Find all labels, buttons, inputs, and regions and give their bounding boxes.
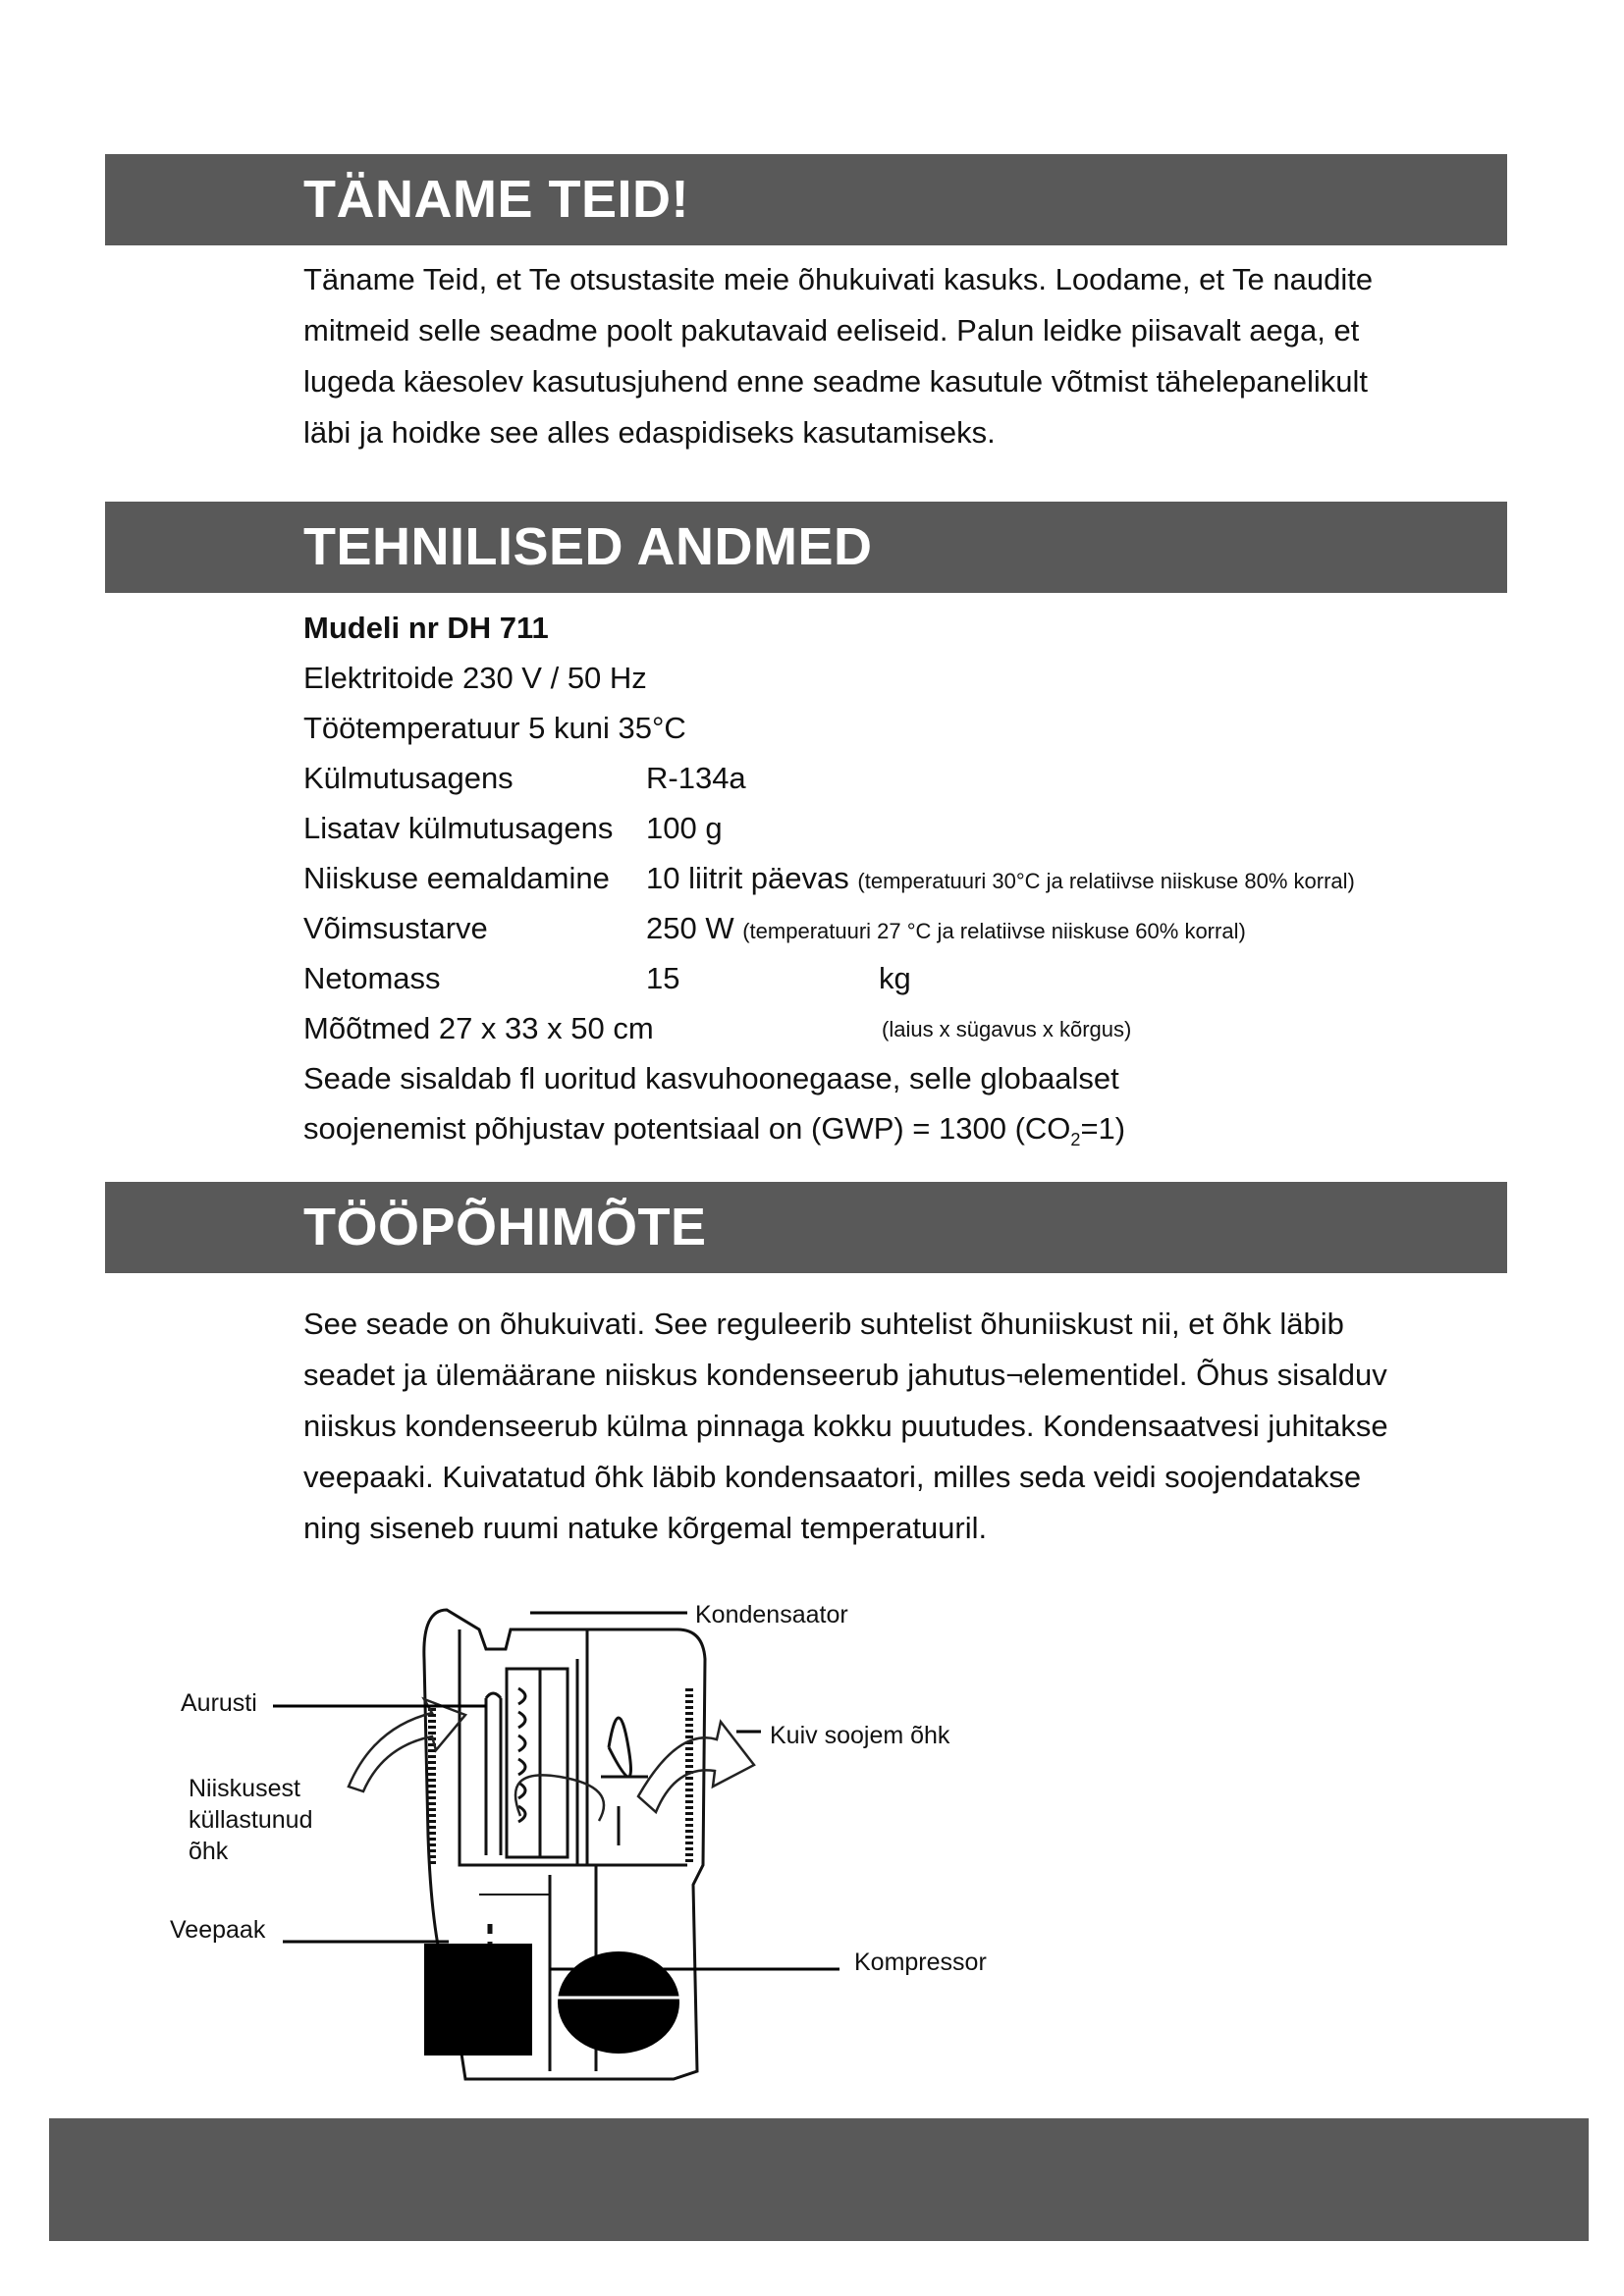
label-compressor: Kompressor: [854, 1949, 987, 1976]
principle-line: ning siseneb ruumi natuke kõrgemal temperatuuril.: [303, 1511, 988, 1545]
gas-text-b: =1): [1080, 1111, 1126, 1146]
fan: [601, 1718, 648, 1845]
label-dry-warm-air: Kuiv soojem õhk: [770, 1722, 950, 1749]
spec-value: R-134a: [646, 761, 746, 795]
section-title-principle: TÖÖPÕHIMÕTE: [303, 1198, 707, 1256]
spec-value-text: 10 liitrit päevas: [646, 861, 849, 895]
spec-note: (temperatuuri 30°C ja relatiivse niiskuse 80% korral): [857, 869, 1355, 893]
principle-line: See seade on õhukuivati. See reguleerib suhtelist õhuniiskust nii, et õhk läbib: [303, 1307, 1344, 1341]
compressor-body: [558, 1951, 679, 2054]
label-evaporator: Aurusti: [181, 1689, 257, 1717]
gas-subscript: 2: [1070, 1130, 1081, 1150]
spec-value-text: 250 W: [646, 911, 734, 945]
spec-label: Külmutusagens: [303, 761, 514, 795]
outlet-arrow: [638, 1722, 754, 1812]
label-humid-air: [189, 1773, 312, 1867]
spec-unit: kg: [879, 961, 911, 995]
principle-line: niiskus kondenseerub külma pinnaga kokku puutudes. Kondensaatvesi juhitakse: [303, 1409, 1388, 1443]
label-humid-air-line: küllastunud: [189, 1806, 313, 1834]
inflow-swirl: [515, 1775, 604, 1821]
spec-operating-temp: Töötemperatuur 5 kuni 35°C: [303, 711, 686, 745]
spec-value: 15: [646, 961, 680, 995]
spec-label: Lisatav külmutusagens: [303, 811, 614, 845]
label-humid-air-line: Niiskusest: [189, 1775, 300, 1802]
spec-power-supply: Elektritoide 230 V / 50 Hz: [303, 661, 647, 695]
label-humid-air-line: õhk: [189, 1838, 229, 1865]
label-condenser: Kondensaator: [695, 1601, 848, 1629]
intake-arrow: [349, 1699, 465, 1791]
thanks-line: läbi ja hoidke see alles edaspidiseks kasutamiseks.: [303, 415, 996, 450]
gas-text-a: soojenemist põhjustav potentsiaal on (GWP) = 1300 (CO: [303, 1111, 1071, 1146]
spec-value: 100 g: [646, 811, 723, 845]
footer-band: [49, 2118, 1589, 2241]
spec-label: Niiskuse eemaldamine: [303, 861, 610, 895]
evaporator-tube: [486, 1693, 501, 1855]
spec-model: Mudeli nr DH 711: [303, 611, 549, 645]
water-tank-fill: [424, 1944, 532, 2056]
spec-label: Netomass: [303, 961, 441, 995]
spec-note: (temperatuuri 27 °C ja relatiivse niiskuse 60% korral): [742, 919, 1246, 943]
thanks-line: Täname Teid, et Te otsustasite meie õhukuivati kasuks. Loodame, et Te naudite: [303, 262, 1374, 296]
thanks-line: lugeda käesolev kasutusjuhend enne seadme kasutule võtmist tähelepanelikult: [303, 364, 1368, 399]
condenser-block: [507, 1669, 568, 1857]
label-water-tank: Veepaak: [170, 1916, 266, 1944]
section-title-specs: TEHNILISED ANDMED: [303, 517, 873, 576]
casing-inner: [460, 1629, 687, 1865]
thanks-line: mitmeid selle seadme poolt pakutavaid eeliseid. Palun leidke piisavalt aega, et: [303, 313, 1360, 347]
section-title-thanks: TÄNAME TEID!: [303, 170, 689, 229]
principle-line: seadet ja ülemäärane niiskus kondenseerub jahutus¬elementidel. Õhus sisalduv: [303, 1358, 1387, 1392]
principle-line: veepaaki. Kuivatatud õhk läbib kondensaatori, milles seda veidi soojendatakse: [303, 1460, 1362, 1494]
spec-label: Võimsustarve: [303, 911, 488, 945]
spec-gas-line-1: Seade sisaldab fl uoritud kasvuhoonegaase, selle globaalset: [303, 1061, 1119, 1095]
spec-note: (laius x sügavus x kõrgus): [882, 1017, 1132, 1041]
spec-label: Mõõtmed 27 x 33 x 50 cm: [303, 1011, 654, 1045]
